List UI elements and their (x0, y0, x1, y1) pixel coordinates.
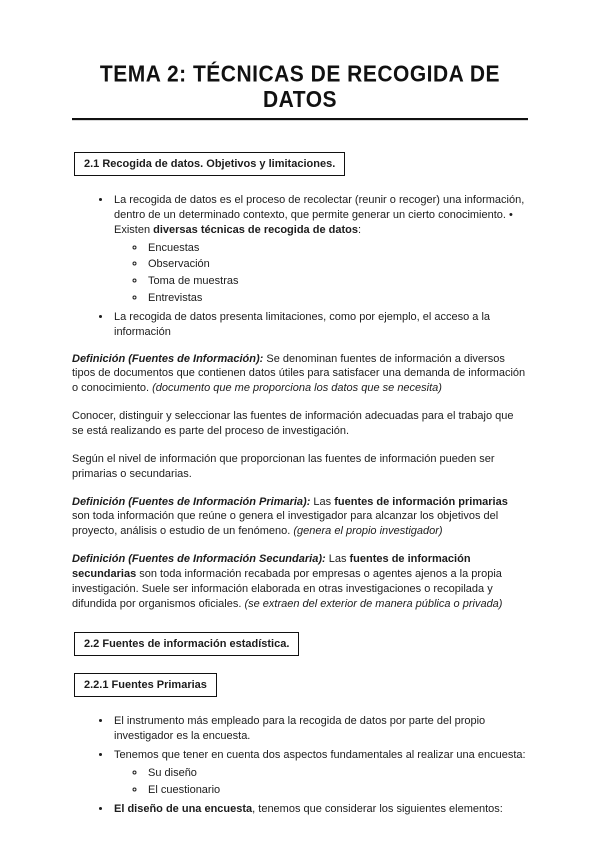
definition-paragraph-secundaria (72, 552, 528, 611)
spacer (72, 624, 528, 632)
text-run: La recogida de datos es el proceso de recolectar (reunir o recoger) una información, dentro de un determinado contexto, que permite generar un cierto conocimiento. • Existen (114, 194, 525, 236)
page-title (72, 61, 528, 118)
bullet-list-fuentes-primarias (72, 714, 528, 816)
list-item (112, 193, 528, 306)
definition-label: Definición (Fuentes de Información Primaria): (72, 495, 311, 508)
list-item (112, 714, 528, 744)
definition-note: (documento que me proporciona los datos que se necesita) (152, 382, 442, 395)
definition-term: fuentes de información secundarias (72, 553, 471, 580)
text-run: El cuestionario (148, 783, 221, 796)
list-item (146, 291, 528, 306)
list-item (112, 802, 528, 817)
definition-term: fuentes de información primarias (334, 495, 508, 508)
section-heading-2-1 (74, 152, 345, 176)
sub-bullet-list-encuesta (114, 766, 528, 798)
text-run: Observación (148, 258, 210, 271)
text-run: : (357, 223, 362, 236)
list-item (146, 257, 528, 272)
list-item (146, 274, 528, 289)
definition-paragraph-informacion (72, 352, 528, 397)
section-heading-2-2-1 (74, 673, 217, 697)
text-run: Tenemos que tener en cuenta dos aspectos fundamentales al realizar una encuesta: (114, 749, 526, 762)
list-item (112, 310, 528, 340)
text-run: Se denominan fuentes de información a diversos tipos de documentos que contienen datos útiles para satisfacer una demanda de información o conocimiento. (72, 352, 526, 395)
sub-bullet-list-tecnicas (114, 241, 528, 306)
text-run-bold: diversas técnicas de recogida de datos (153, 223, 358, 236)
text-run: son toda información recabada por empresas o agentes ajenos a la propia investigación. Suele ser información elaborada en otras investigaciones o recopilada y difundida por organismos oficiales. (72, 567, 502, 610)
text-run: Su diseño (148, 766, 197, 779)
text-run: , tenemos que considerar los siguientes elementos: (252, 802, 503, 815)
definition-note: (genera el propio investigador) (293, 525, 443, 538)
definition-paragraph-primaria (72, 495, 528, 540)
list-item (112, 748, 528, 798)
text-run-bold: El diseño de una encuesta (114, 802, 253, 815)
definition-label: Definición (Fuentes de Información): (72, 352, 264, 365)
text-run: El instrumento más empleado para la recogida de datos por parte del propio investigador es la encuesta. (114, 715, 486, 743)
list-item (146, 783, 528, 798)
text-run: Encuestas (148, 241, 200, 254)
section-heading-2-2-label: 2.2 Fuentes de información estadística. (84, 638, 290, 651)
paragraph-segun: Según el nivel de información que proporcionan las fuentes de información pueden ser primarias o secundarias. (72, 452, 495, 480)
section-heading-2-2 (74, 632, 299, 656)
paragraph-conocer: Conocer, distinguir y seleccionar las fuentes de información adecuadas para el trabajo que se está realizando es parte del proceso de investigación. (72, 410, 514, 437)
text-run: Toma de muestras (148, 275, 239, 288)
text-run: Las (325, 553, 350, 566)
definition-label: Definición (Fuentes de Información Secundaria): (72, 553, 326, 566)
section-heading-2-2-1-label: 2.2.1 Fuentes Primarias (84, 679, 207, 692)
list-item (146, 766, 528, 781)
text-run: Las (310, 495, 335, 508)
list-item (146, 241, 528, 256)
definition-note: (se extraen del exterior de manera pública o privada) (244, 597, 503, 610)
text-run: Entrevistas (148, 292, 203, 305)
bullet-list-recogida (72, 193, 528, 340)
text-run: son toda información que reúne o genera el investigador para alcanzar los objetivos del proyecto, análisis o estudio de un fenómeno. (72, 510, 499, 538)
section-heading-2-1-label: 2.1 Recogida de datos. Objetivos y limitaciones. (84, 158, 336, 170)
text-run: La recogida de datos presenta limitaciones, como por ejemplo, el acceso a la información (114, 310, 491, 338)
page-title-text: TEMA 2: TÉCNICAS DE RECOGIDA DE DATOS (72, 62, 528, 120)
